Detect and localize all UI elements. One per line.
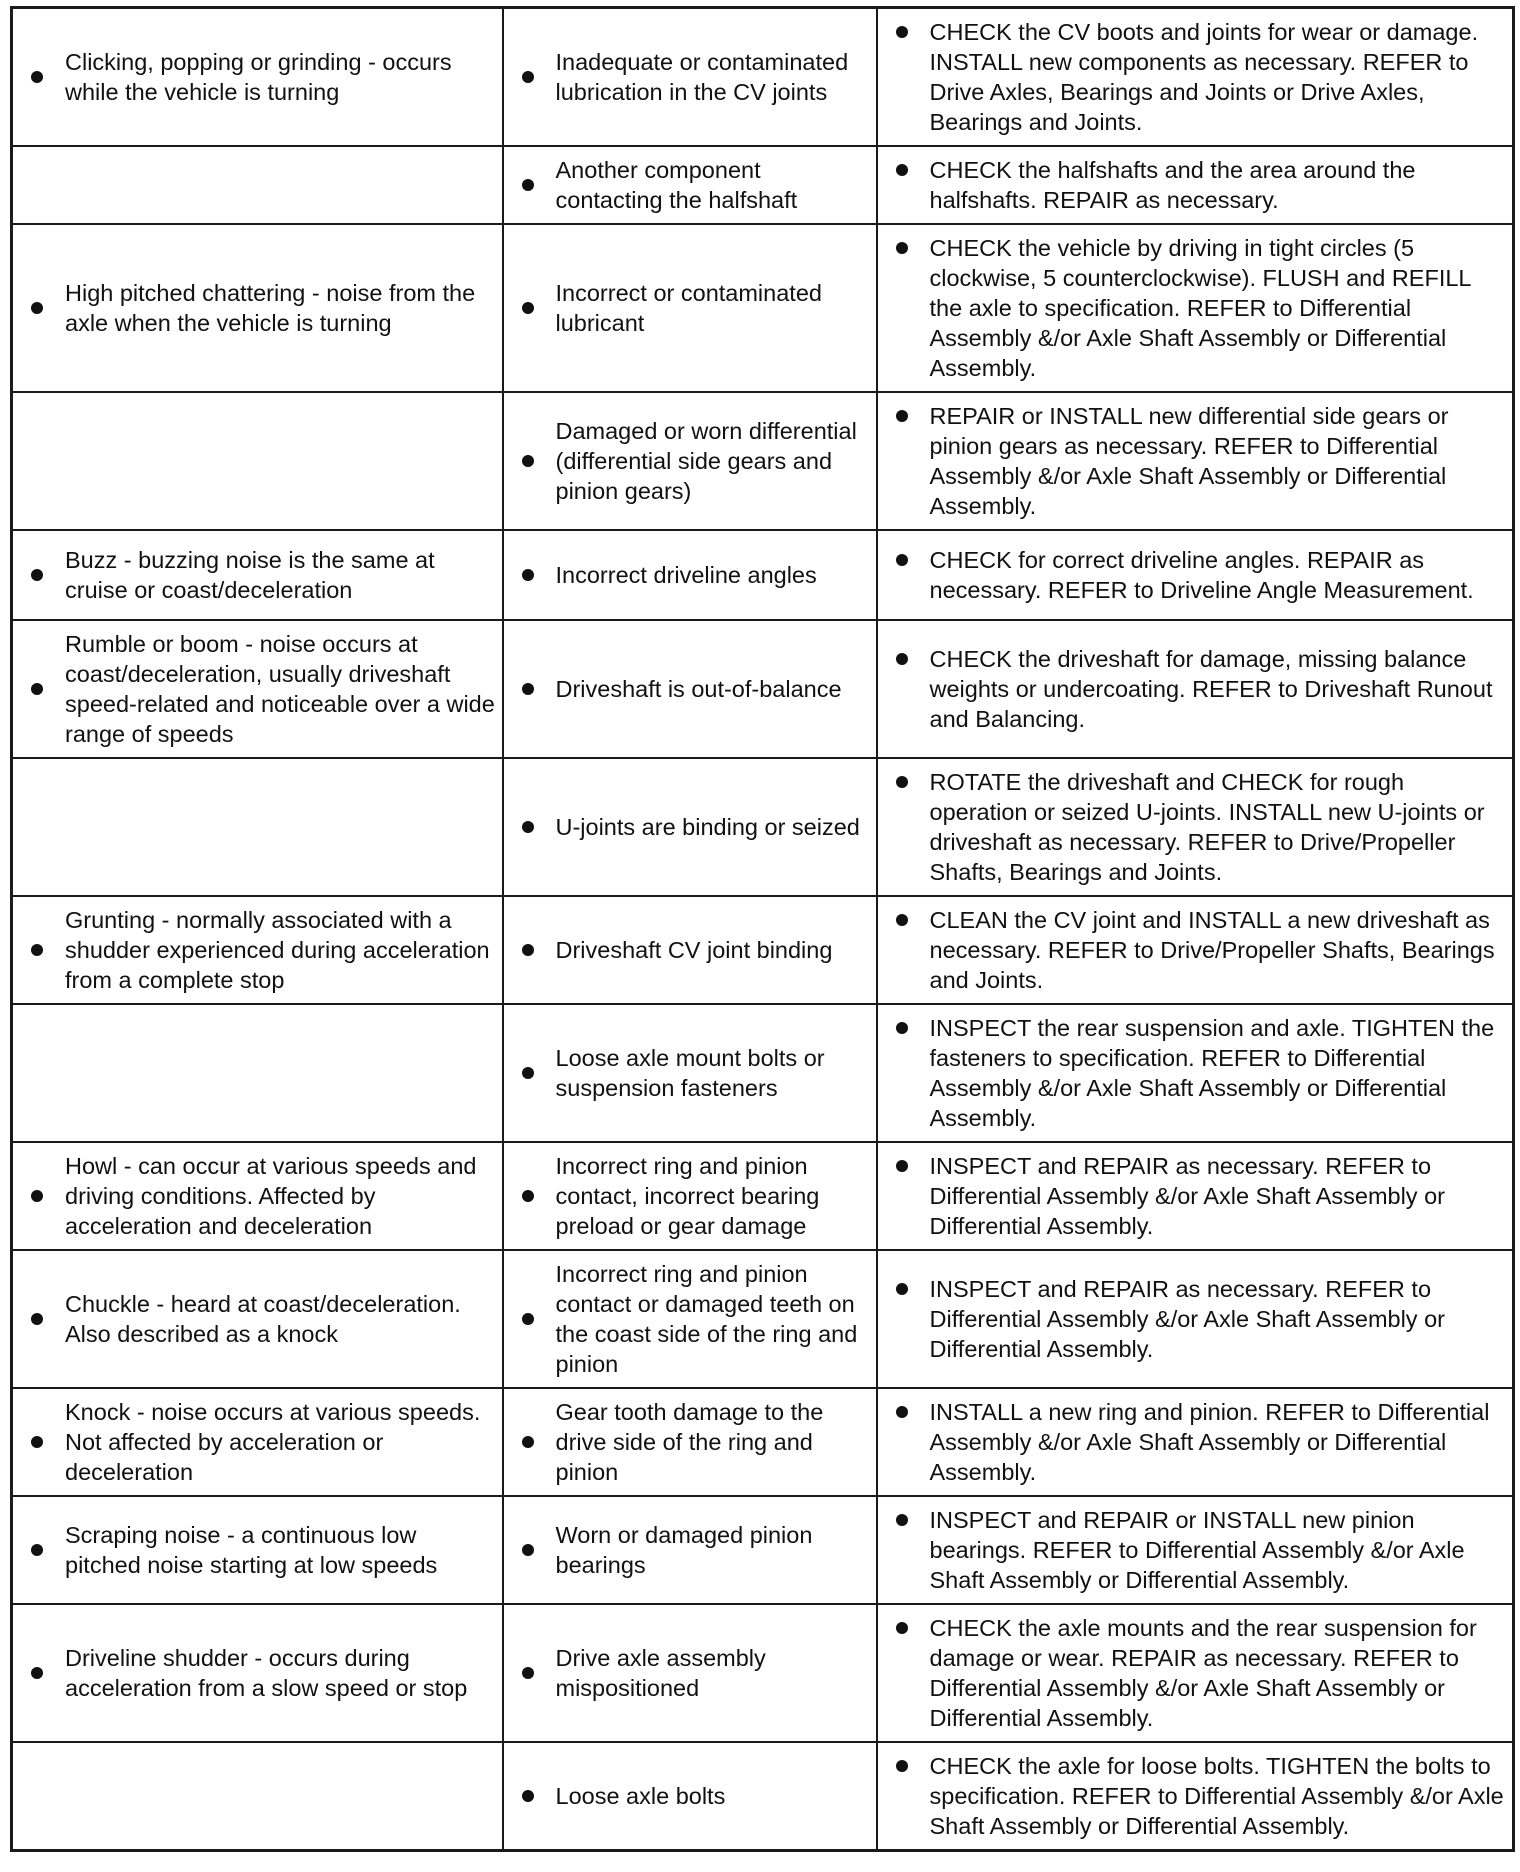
bullet-item <box>27 47 496 107</box>
action-cell <box>877 1004 1514 1142</box>
bullet-icon <box>896 1160 908 1172</box>
table-body <box>12 8 1514 1851</box>
bullet-icon <box>522 179 534 191</box>
bullet-item <box>27 1643 496 1703</box>
action-cell <box>877 8 1514 147</box>
cause-text: Damaged or worn differential (differential side gears and pinion gears) <box>555 418 857 504</box>
bullet-item <box>892 1397 1507 1487</box>
bullet-item <box>27 278 496 338</box>
action-cell <box>877 1604 1514 1742</box>
bullet-icon <box>31 1667 43 1679</box>
cause-cell <box>503 530 877 620</box>
bullet-icon <box>896 653 908 665</box>
action-cell <box>877 146 1514 224</box>
bullet-item <box>892 1151 1507 1241</box>
table-row <box>12 1250 1514 1388</box>
bullet-icon <box>896 914 908 926</box>
action-cell <box>877 620 1514 758</box>
cause-cell <box>503 1250 877 1388</box>
symptom-cell <box>12 530 503 620</box>
diagnostic-table-container <box>10 6 1512 1852</box>
cause-text: Driveshaft is out-of-balance <box>555 676 842 702</box>
bullet-item <box>518 1520 870 1580</box>
cause-cell <box>503 1496 877 1604</box>
table-row <box>12 1742 1514 1851</box>
cause-text: Inadequate or contaminated lubrication in the CV joints <box>555 49 849 105</box>
action-text: INSPECT and REPAIR as necessary. REFER to Differential Assembly &/or Axle Shaft Assembly or Differential Assembly. <box>929 1276 1445 1362</box>
bullet-item <box>892 905 1507 995</box>
action-text: CHECK for correct driveline angles. REPAIR as necessary. REFER to Driveline Angle Measurement. <box>929 547 1474 603</box>
action-text: REPAIR or INSTALL new differential side gears or pinion gears as necessary. REFER to Differential Assembly &/or Axle Shaft Assembly or Differential Assembly. <box>929 403 1449 519</box>
action-text: INSPECT and REPAIR as necessary. REFER to Differential Assembly &/or Axle Shaft Assembly or Differential Assembly. <box>929 1153 1445 1239</box>
bullet-icon <box>522 821 534 833</box>
symptom-cell <box>12 1250 503 1388</box>
cause-text: Incorrect ring and pinion contact or damaged teeth on the coast side of the ring and pinion <box>555 1261 858 1377</box>
bullet-icon <box>896 554 908 566</box>
cause-text: U-joints are binding or seized <box>555 814 860 840</box>
table-row <box>12 392 1514 530</box>
bullet-icon <box>896 1622 908 1634</box>
cause-cell <box>503 896 877 1004</box>
symptom-cell <box>12 8 503 147</box>
bullet-item <box>892 233 1507 383</box>
bullet-item <box>518 1043 870 1103</box>
action-text: INSPECT and REPAIR or INSTALL new pinion bearings. REFER to Differential Assembly &/or Axle Shaft Assembly or Differential Assembly. <box>929 1507 1465 1593</box>
bullet-item <box>518 416 870 506</box>
symptom-cell <box>12 896 503 1004</box>
symptom-cell <box>12 1604 503 1742</box>
table-row <box>12 620 1514 758</box>
action-text: INSPECT the rear suspension and axle. TIGHTEN the fasteners to specification. REFER to Differential Assembly &/or Axle Shaft Assembly or Differential Assembly. <box>929 1015 1495 1131</box>
symptom-cell <box>12 1388 503 1496</box>
bullet-item <box>892 1274 1507 1364</box>
bullet-item <box>27 545 496 605</box>
bullet-icon <box>522 683 534 695</box>
action-text: CHECK the axle for loose bolts. TIGHTEN the bolts to specification. REFER to Differential Assembly &/or Axle Shaft Assembly or Differential Assembly. <box>929 1753 1504 1839</box>
symptom-cell <box>12 1142 503 1250</box>
bullet-item <box>518 812 870 842</box>
action-text: CHECK the halfshafts and the area around the halfshafts. REPAIR as necessary. <box>929 157 1416 213</box>
table-row <box>12 758 1514 896</box>
bullet-icon <box>896 164 908 176</box>
cause-cell <box>503 8 877 147</box>
bullet-icon <box>522 1313 534 1325</box>
bullet-icon <box>31 569 43 581</box>
table-row <box>12 1004 1514 1142</box>
cause-text: Loose axle bolts <box>555 1783 726 1809</box>
cause-cell <box>503 758 877 896</box>
table-row <box>12 1388 1514 1496</box>
cause-text: Worn or damaged pinion bearings <box>555 1522 813 1578</box>
bullet-icon <box>522 455 534 467</box>
bullet-item <box>27 1397 496 1487</box>
bullet-icon <box>522 569 534 581</box>
symptom-text: Clicking, popping or grinding - occurs while the vehicle is turning <box>65 49 452 105</box>
bullet-icon <box>522 1667 534 1679</box>
symptom-cell <box>12 620 503 758</box>
symptom-text: Grunting - normally associated with a shudder experienced during acceleration from a complete stop <box>65 907 490 993</box>
bullet-icon <box>31 1313 43 1325</box>
cause-text: Driveshaft CV joint binding <box>555 937 833 963</box>
symptom-text: Buzz - buzzing noise is the same at cruise or coast/deceleration <box>65 547 435 603</box>
bullet-icon <box>896 1283 908 1295</box>
symptom-text: Driveline shudder - occurs during acceleration from a slow speed or stop <box>65 1645 468 1701</box>
bullet-item <box>518 1151 870 1241</box>
bullet-icon <box>522 1190 534 1202</box>
table-row <box>12 224 1514 392</box>
table-row <box>12 896 1514 1004</box>
bullet-item <box>518 1781 870 1811</box>
bullet-item <box>27 1289 496 1349</box>
table-row <box>12 146 1514 224</box>
symptom-cell <box>12 1742 503 1851</box>
bullet-icon <box>522 1067 534 1079</box>
bullet-icon <box>896 1022 908 1034</box>
bullet-item <box>892 155 1507 215</box>
symptom-cell <box>12 758 503 896</box>
bullet-icon <box>896 776 908 788</box>
bullet-icon <box>896 410 908 422</box>
bullet-item <box>892 1013 1507 1133</box>
bullet-icon <box>522 1544 534 1556</box>
table-row <box>12 8 1514 147</box>
cause-cell <box>503 1004 877 1142</box>
action-text: ROTATE the driveshaft and CHECK for rough operation or seized U-joints. INSTALL new U-joints or driveshaft as necessary. REFER to Drive/Propeller Shafts, Bearings and Joints. <box>929 769 1485 885</box>
symptom-text: Scraping noise - a continuous low pitched noise starting at low speeds <box>65 1522 438 1578</box>
symptom-cell <box>12 1496 503 1604</box>
bullet-icon <box>31 1544 43 1556</box>
bullet-item <box>892 644 1507 734</box>
bullet-icon <box>896 242 908 254</box>
action-cell <box>877 392 1514 530</box>
bullet-icon <box>522 1436 534 1448</box>
action-cell <box>877 1496 1514 1604</box>
bullet-item <box>892 767 1507 887</box>
bullet-icon <box>31 944 43 956</box>
action-cell <box>877 1250 1514 1388</box>
action-cell <box>877 896 1514 1004</box>
bullet-item <box>892 17 1507 137</box>
bullet-icon <box>31 1190 43 1202</box>
bullet-item <box>892 545 1507 605</box>
table-row <box>12 1142 1514 1250</box>
symptom-cell <box>12 224 503 392</box>
cause-cell <box>503 1142 877 1250</box>
cause-text: Incorrect driveline angles <box>555 562 817 588</box>
bullet-item <box>27 1520 496 1580</box>
cause-text: Loose axle mount bolts or suspension fasteners <box>555 1045 825 1101</box>
bullet-item <box>518 1643 870 1703</box>
action-text: CHECK the CV boots and joints for wear or damage. INSTALL new components as necessary. REFER to Drive Axles, Bearings and Joints or Drive Axles, Bearings and Joints. <box>929 19 1479 135</box>
bullet-item <box>518 935 870 965</box>
cause-text: Another component contacting the halfshaft <box>555 157 798 213</box>
cause-text: Gear tooth damage to the drive side of the ring and pinion <box>555 1399 824 1485</box>
action-cell <box>877 1142 1514 1250</box>
action-cell <box>877 530 1514 620</box>
bullet-icon <box>522 944 534 956</box>
action-cell <box>877 1388 1514 1496</box>
action-text: CHECK the driveshaft for damage, missing balance weights or undercoating. REFER to Driveshaft Runout and Balancing. <box>929 646 1493 732</box>
action-text: CHECK the vehicle by driving in tight circles (5 clockwise, 5 counterclockwise). FLUSH and REFILL the axle to specification. REFER to Differential Assembly &/or Axle Shaft Assembly or Differential Assembly. <box>929 235 1471 381</box>
symptom-cell <box>12 1004 503 1142</box>
cause-cell <box>503 1742 877 1851</box>
bullet-icon <box>31 1436 43 1448</box>
bullet-item <box>892 1613 1507 1733</box>
action-cell <box>877 224 1514 392</box>
action-cell <box>877 758 1514 896</box>
symptom-text: Howl - can occur at various speeds and driving conditions. Affected by acceleration and deceleration <box>65 1153 477 1239</box>
cause-cell <box>503 620 877 758</box>
cause-text: Drive axle assembly mispositioned <box>555 1645 766 1701</box>
bullet-item <box>518 278 870 338</box>
cause-cell <box>503 392 877 530</box>
bullet-icon <box>896 1514 908 1526</box>
bullet-icon <box>522 71 534 83</box>
bullet-icon <box>31 71 43 83</box>
bullet-icon <box>522 302 534 314</box>
cause-text: Incorrect ring and pinion contact, incorrect bearing preload or gear damage <box>555 1153 820 1239</box>
symptom-cell <box>12 392 503 530</box>
symptom-text: Knock - noise occurs at various speeds. Not affected by acceleration or deceleration <box>65 1399 481 1485</box>
bullet-item <box>518 1397 870 1487</box>
bullet-item <box>27 905 496 995</box>
cause-cell <box>503 1604 877 1742</box>
cause-cell <box>503 146 877 224</box>
bullet-item <box>892 1505 1507 1595</box>
bullet-item <box>27 1151 496 1241</box>
bullet-item <box>27 629 496 749</box>
symptom-text: High pitched chattering - noise from the axle when the vehicle is turning <box>65 280 476 336</box>
bullet-item <box>892 1751 1507 1841</box>
cause-cell <box>503 1388 877 1496</box>
action-text: CLEAN the CV joint and INSTALL a new driveshaft as necessary. REFER to Drive/Propeller Shafts, Bearings and Joints. <box>929 907 1495 993</box>
bullet-item <box>518 560 870 590</box>
bullet-item <box>892 401 1507 521</box>
bullet-icon <box>522 1790 534 1802</box>
table-row <box>12 530 1514 620</box>
action-text: INSTALL a new ring and pinion. REFER to Differential Assembly &/or Axle Shaft Assembly or Differential Assembly. <box>929 1399 1490 1485</box>
table-row <box>12 1496 1514 1604</box>
bullet-item <box>518 47 870 107</box>
bullet-item <box>518 674 870 704</box>
symptom-cell <box>12 146 503 224</box>
bullet-icon <box>896 1406 908 1418</box>
bullet-icon <box>896 1760 908 1772</box>
action-text: CHECK the axle mounts and the rear suspension for damage or wear. REPAIR as necessary. REFER to Differential Assembly &/or Axle Shaft Assembly or Differential Assembly. <box>929 1615 1477 1731</box>
cause-cell <box>503 224 877 392</box>
bullet-icon <box>31 683 43 695</box>
bullet-icon <box>31 302 43 314</box>
symptom-text: Rumble or boom - noise occurs at coast/deceleration, usually driveshaft speed-related and noticeable over a wide range of speeds <box>65 631 495 747</box>
table-row <box>12 1604 1514 1742</box>
bullet-icon <box>896 26 908 38</box>
noise-diagnosis-table <box>10 6 1515 1852</box>
bullet-item <box>518 155 870 215</box>
symptom-text: Chuckle - heard at coast/deceleration. Also described as a knock <box>65 1291 461 1347</box>
action-cell <box>877 1742 1514 1851</box>
bullet-item <box>518 1259 870 1379</box>
cause-text: Incorrect or contaminated lubricant <box>555 280 822 336</box>
